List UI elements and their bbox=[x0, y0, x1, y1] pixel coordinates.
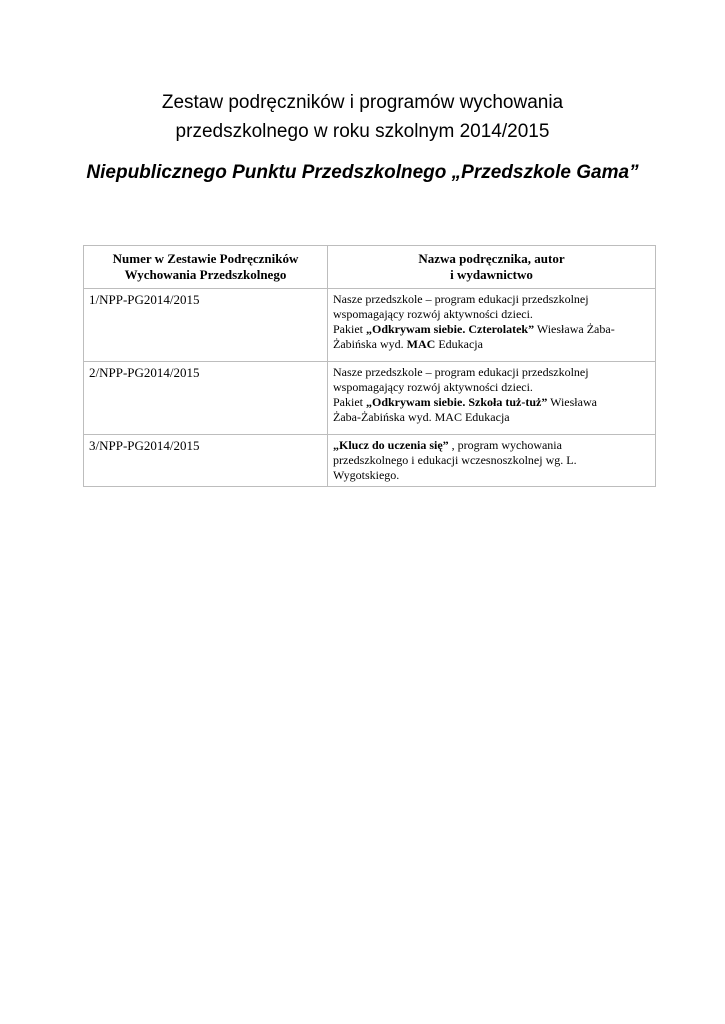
header-title-line-2: i wydawnictwo bbox=[450, 267, 533, 282]
document-subtitle: Niepublicznego Punktu Przedszkolnego „Przedszkole Gama” bbox=[86, 162, 639, 183]
package-author: Wiesława bbox=[547, 395, 597, 409]
row-description-line-1: Nasze przedszkole – program edukacji przedszkolnej bbox=[333, 365, 589, 379]
package-author-continued: Żaba-Żabińska wyd. MAC Edukacja bbox=[333, 410, 510, 424]
header-number-line-1: Numer w Zestawie Podręczników bbox=[112, 251, 299, 266]
package-title: „Odkrywam siebie. Czterolatek” bbox=[366, 322, 535, 336]
header-number-line-2: Wychowania Przedszkolnego bbox=[124, 267, 287, 282]
publisher-name: MAC bbox=[406, 337, 436, 351]
table-row bbox=[84, 362, 656, 435]
row-description-line-1: Nasze przedszkole – program edukacji przedszkolnej bbox=[333, 292, 589, 306]
program-description-line-2: przedszkolnego i edukacji wczesnoszkolnej wg. L. bbox=[333, 453, 577, 467]
row-description-cell bbox=[328, 362, 656, 435]
table-header-row bbox=[84, 246, 656, 289]
row-description-line-2: wspomagający rozwój aktywności dzieci. bbox=[333, 307, 533, 321]
table-row bbox=[84, 435, 656, 487]
package-prefix: Pakiet bbox=[333, 322, 366, 336]
header-title-column bbox=[328, 246, 656, 289]
document-title-line-1: Zestaw podręczników i programów wychowania bbox=[161, 92, 564, 113]
package-author: Wiesława Żaba- bbox=[534, 322, 615, 336]
header-title-line-1: Nazwa podręcznika, autor bbox=[418, 251, 565, 266]
publisher-name-rest: Edukacja bbox=[435, 337, 483, 351]
package-title: „Odkrywam siebie. Szkoła tuż-tuż” bbox=[366, 395, 548, 409]
program-description-line-3: Wygotskiego. bbox=[333, 468, 400, 482]
row-number-cell: 3/NPP-PG2014/2015 bbox=[84, 435, 328, 487]
program-title: „Klucz do uczenia się” bbox=[333, 438, 449, 452]
row-description-cell bbox=[328, 289, 656, 362]
textbook-table bbox=[83, 245, 656, 487]
table-row bbox=[84, 289, 656, 362]
program-description-line-1: , program wychowania bbox=[448, 438, 562, 452]
package-author-continued: Żabińska wyd. bbox=[333, 337, 407, 351]
row-description-cell bbox=[328, 435, 656, 487]
row-number-cell: 1/NPP-PG2014/2015 bbox=[84, 289, 328, 362]
document-title-line-2: przedszkolnego w roku szkolnym 2014/2015 bbox=[175, 121, 550, 142]
row-description-line-2: wspomagający rozwój aktywności dzieci. bbox=[333, 380, 533, 394]
package-prefix: Pakiet bbox=[333, 395, 366, 409]
row-number-cell: 2/NPP-PG2014/2015 bbox=[84, 362, 328, 435]
header-number-column bbox=[84, 246, 328, 289]
